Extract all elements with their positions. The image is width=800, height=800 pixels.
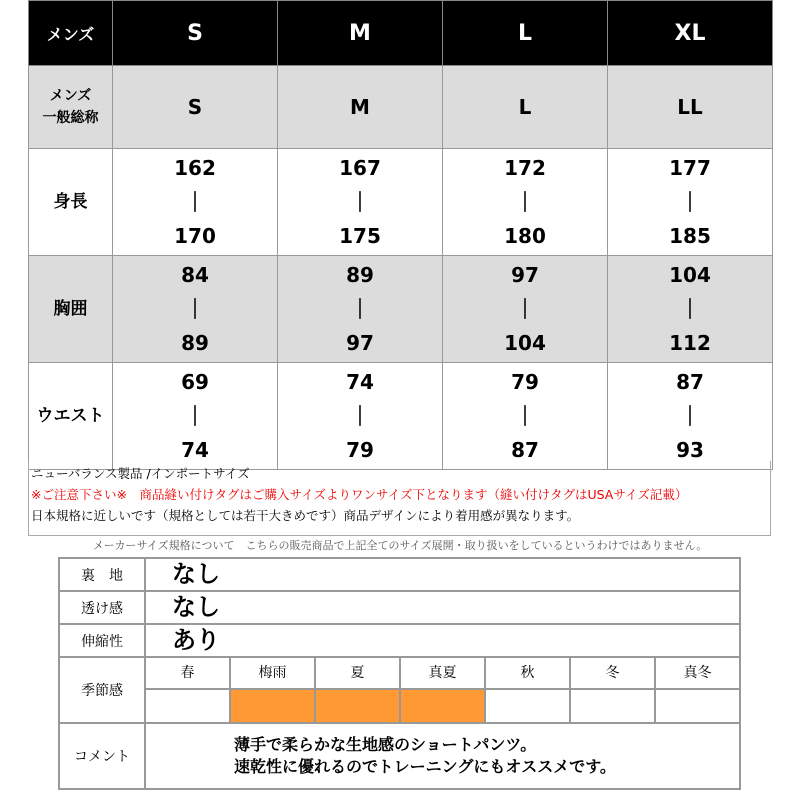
spec-row-season	[60, 658, 739, 724]
size-chart-table	[28, 0, 773, 470]
season-mark-spring	[146, 690, 231, 722]
range-cell: 89 ｜ 97	[278, 256, 443, 363]
range-cell: 79 ｜ 87	[443, 363, 608, 470]
waist-row	[29, 363, 773, 470]
range-cell: 74 ｜ 79	[278, 363, 443, 470]
season-mark-winter	[571, 690, 656, 722]
header-size-l: L	[443, 1, 608, 66]
season-spring: 春	[146, 658, 231, 690]
season-rainy: 梅雨	[231, 658, 316, 690]
lining-label: 裏 地	[60, 559, 146, 590]
comment-label: コメント	[60, 724, 146, 788]
chest-label: 胸囲	[29, 256, 113, 363]
header-mens: メンズ	[29, 1, 113, 66]
note-caution: ※ご注意下さい※ 商品縫い付けタグはご購入サイズよりワンサイズ下となります（縫い付けタグはUSAサイズ記載）	[31, 487, 688, 502]
header-size-xl: XL	[608, 1, 773, 66]
season-midsummer: 真夏	[401, 658, 486, 690]
general-size-s: S	[113, 66, 278, 149]
season-mark-rainy	[231, 690, 316, 722]
sheerness-value: なし	[172, 593, 220, 621]
height-row	[29, 149, 773, 256]
season-mark-autumn	[486, 690, 571, 722]
stretch-label: 伸縮性	[60, 625, 146, 656]
season-winter: 冬	[571, 658, 656, 690]
spec-row-stretch	[60, 625, 739, 658]
range-cell: 69 ｜ 74	[113, 363, 278, 470]
lining-value: なし	[172, 560, 220, 588]
waist-label: ウエスト	[29, 363, 113, 470]
general-size-l: L	[443, 66, 608, 149]
season-mark-midwinter	[656, 690, 739, 722]
range-cell: 172 ｜ 180	[443, 149, 608, 256]
chest-row	[29, 256, 773, 363]
range-cell: 97 ｜ 104	[443, 256, 608, 363]
comment-line-2: 速乾性に優れるのでトレーニングにもオススメです。	[234, 757, 616, 776]
season-grid	[146, 658, 739, 722]
season-mark-midsummer	[401, 690, 486, 722]
sheerness-label: 透け感	[60, 592, 146, 623]
spec-row-lining	[60, 559, 739, 592]
note-japan-standard: 日本規格に近しいです（規格としては若干大きめです）商品デザインにより着用感が異なります。	[31, 508, 580, 523]
range-cell: 162 ｜ 170	[113, 149, 278, 256]
general-size-row	[29, 66, 773, 149]
spec-table	[58, 557, 741, 790]
range-cell: 104 ｜ 112	[608, 256, 773, 363]
season-label: 季節感	[60, 658, 146, 722]
range-cell: 167 ｜ 175	[278, 149, 443, 256]
header-size-s: S	[113, 1, 278, 66]
season-summer: 夏	[316, 658, 401, 690]
note-import-size: ニューバランス製品 /インポートサイズ	[31, 466, 250, 481]
general-size-ll: LL	[608, 66, 773, 149]
header-size-m: M	[278, 1, 443, 66]
height-label: 身長	[29, 149, 113, 256]
comment-line-1: 薄手で柔らかな生地感のショートパンツ。	[234, 735, 537, 754]
maker-size-disclaimer: メーカーサイズ規格について こちらの販売商品で上記全てのサイズ展開・取り扱いをしているというわけではありません。	[92, 539, 708, 552]
general-size-m: M	[278, 66, 443, 149]
general-size-label: メンズ 一般総称	[29, 66, 113, 149]
season-mark-summer	[316, 690, 401, 722]
season-autumn: 秋	[486, 658, 571, 690]
comment-text	[146, 724, 739, 788]
spec-row-sheerness	[60, 592, 739, 625]
spec-row-comment	[60, 724, 739, 788]
stretch-value: あり	[172, 626, 220, 654]
season-midwinter: 真冬	[656, 658, 739, 690]
range-cell: 84 ｜ 89	[113, 256, 278, 363]
range-cell: 87 ｜ 93	[608, 363, 773, 470]
range-cell: 177 ｜ 185	[608, 149, 773, 256]
size-header-row	[29, 1, 773, 66]
size-notes	[28, 461, 771, 536]
